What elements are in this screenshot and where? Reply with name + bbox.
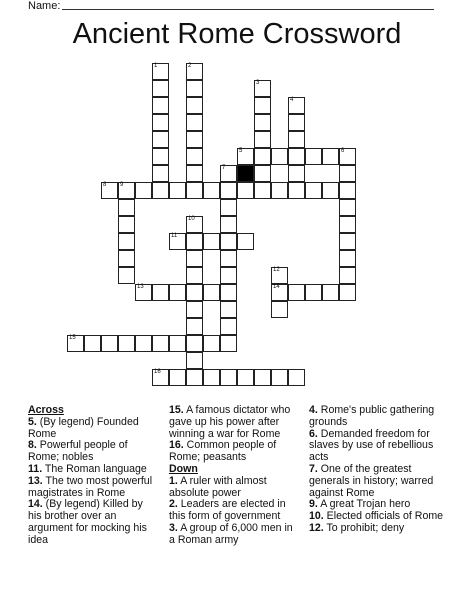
down-clue: [169, 499, 299, 523]
crossword-cell[interactable]: [254, 369, 271, 386]
crossword-cell[interactable]: [186, 97, 203, 114]
clue-number-label: 10.: [309, 510, 324, 523]
crossword-cell[interactable]: [186, 267, 203, 284]
down-clue: [309, 523, 444, 535]
clue-number: 10: [188, 216, 195, 222]
crossword-cell[interactable]: [254, 80, 271, 97]
clue-text: A famous dictator who gave up his power after winning a war for Rome: [169, 404, 291, 440]
crossword-cell[interactable]: [288, 284, 305, 301]
clue-column-2: [169, 405, 299, 547]
crossword-cell[interactable]: [135, 182, 152, 199]
clue-number-label: 7.: [309, 462, 318, 475]
crossword-cell[interactable]: [254, 97, 271, 114]
crossword-cell[interactable]: [220, 369, 237, 386]
crossword-cell[interactable]: [254, 148, 271, 165]
crossword-cell[interactable]: [203, 284, 220, 301]
clue-text: Rome's public gathering grounds: [309, 404, 435, 428]
crossword-cell[interactable]: [169, 369, 186, 386]
crossword-cell[interactable]: [169, 335, 186, 352]
down-clue-list-continued: [309, 405, 444, 535]
clue-number: 15: [69, 335, 76, 341]
clue-column-1: [28, 405, 158, 547]
clue-number-label: 1.: [169, 474, 178, 487]
across-clue: [169, 405, 299, 440]
crossword-cell[interactable]: [152, 148, 169, 165]
clue-text: Demanded freedom for slaves by use of rebellious acts: [309, 427, 434, 464]
clue-number: 8: [103, 182, 107, 188]
crossword-cell[interactable]: [220, 182, 237, 199]
crossword-cell[interactable]: [220, 284, 237, 301]
clue-number: 5: [239, 148, 243, 154]
crossword-cell[interactable]: [220, 165, 237, 182]
across-clue-list-continued: [169, 405, 299, 464]
clue-number-label: 11.: [28, 462, 43, 475]
name-label: Name:: [28, 0, 61, 12]
crossword-cell[interactable]: [152, 335, 169, 352]
crossword-cell[interactable]: [118, 233, 135, 250]
crossword-cell[interactable]: [152, 182, 169, 199]
page-title: Ancient Rome Crossword: [72, 18, 402, 50]
crossword-cell[interactable]: [186, 318, 203, 335]
crossword-cell[interactable]: [220, 318, 237, 335]
crossword-cell[interactable]: [305, 182, 322, 199]
clue-number-label: 14.: [28, 498, 43, 511]
down-clue: [309, 429, 444, 464]
crossword-cell[interactable]: [271, 267, 288, 284]
crossword-cell[interactable]: [254, 131, 271, 148]
down-clue: [309, 405, 444, 429]
crossword-cell[interactable]: [271, 369, 288, 386]
crossword-cell[interactable]: [186, 63, 203, 80]
crossword-cell[interactable]: [186, 352, 203, 369]
crossword-cell[interactable]: [220, 233, 237, 250]
crossword-cell[interactable]: [101, 182, 118, 199]
clue-number-label: 2.: [169, 498, 178, 511]
clue-text: The two most powerful magistrates in Rome: [28, 474, 153, 499]
crossword-cell[interactable]: [339, 267, 356, 284]
clue-section: [0, 405, 474, 610]
down-clue: [169, 476, 299, 500]
clue-number: 9: [120, 182, 124, 188]
crossword-cell[interactable]: [322, 284, 339, 301]
clue-number-label: 12.: [309, 521, 324, 534]
crossword-cell[interactable]: [186, 250, 203, 267]
crossword-cell[interactable]: [118, 182, 135, 199]
crossword-cell[interactable]: [220, 301, 237, 318]
crossword-cell[interactable]: [186, 131, 203, 148]
clue-number-label: 4.: [309, 404, 318, 416]
clue-text: One of the greatest generals in history; warred against Rome: [309, 462, 434, 499]
crossword-cell[interactable]: [152, 97, 169, 114]
crossword-cell[interactable]: [339, 199, 356, 216]
crossword-cell[interactable]: [152, 165, 169, 182]
crossword-cell[interactable]: [84, 335, 101, 352]
crossword-cell[interactable]: [220, 199, 237, 216]
crossword-cell[interactable]: [339, 182, 356, 199]
crossword-cell[interactable]: [254, 114, 271, 131]
crossword-cell[interactable]: [271, 284, 288, 301]
crossword-cell[interactable]: [237, 369, 254, 386]
clue-number-label: 8.: [28, 439, 37, 452]
clue-text: Elected officials of Rome: [323, 510, 444, 523]
crossword-cell[interactable]: [339, 216, 356, 233]
crossword-cell[interactable]: [203, 182, 220, 199]
crossword-cell[interactable]: [101, 335, 118, 352]
crossword-cell[interactable]: [152, 114, 169, 131]
crossword-cell[interactable]: [118, 216, 135, 233]
crossword-cell[interactable]: [322, 148, 339, 165]
crossword-cell[interactable]: [186, 182, 203, 199]
across-clue-list: [28, 417, 158, 547]
crossword-cell[interactable]: [186, 284, 203, 301]
clue-text: (By legend) Killed by his brother over an argument for mocking his idea: [28, 498, 147, 546]
clue-number-label: 9.: [309, 498, 318, 511]
crossword-cell[interactable]: [152, 131, 169, 148]
down-clue: [309, 464, 444, 499]
crossword-cell[interactable]: [339, 284, 356, 301]
clue-number: 6: [341, 148, 345, 154]
clue-number: 2: [188, 63, 192, 69]
crossword-cell[interactable]: [322, 182, 339, 199]
across-clue: [169, 440, 299, 464]
clue-number: 14: [273, 284, 280, 290]
clue-text: Leaders are elected in this form of government: [169, 498, 286, 523]
down-clue: [169, 523, 299, 547]
crossword-cell[interactable]: [254, 165, 271, 182]
crossword-cell[interactable]: [237, 182, 254, 199]
crossword-cell[interactable]: [237, 148, 254, 165]
clue-text: A group of 6,000 men in a Roman army: [169, 521, 293, 546]
crossword-cell[interactable]: [271, 182, 288, 199]
clue-column-3: [309, 405, 444, 535]
clue-number: 12: [273, 267, 280, 273]
clue-text: Common people of Rome; peasants: [169, 439, 277, 464]
crossword-cell[interactable]: [271, 148, 288, 165]
crossword-cell[interactable]: [220, 250, 237, 267]
clue-number: 4: [290, 97, 294, 103]
crossword-cell[interactable]: [254, 182, 271, 199]
crossword-cell[interactable]: [186, 165, 203, 182]
clue-number-label: 5.: [28, 415, 37, 428]
crossword-cell[interactable]: [339, 148, 356, 165]
clue-number-label: 16.: [169, 439, 184, 452]
crossword-cell[interactable]: [186, 233, 203, 250]
crossword-cell[interactable]: [288, 97, 305, 114]
clue-number-label: 6.: [309, 427, 318, 440]
clue-number-label: 3.: [169, 521, 178, 534]
crossword-cell[interactable]: [67, 335, 84, 352]
clue-text: The Roman language: [42, 462, 147, 475]
crossword-cell[interactable]: [203, 335, 220, 352]
crossword-cell[interactable]: [220, 216, 237, 233]
clue-number: 11: [171, 233, 178, 239]
clue-text: A great Trojan hero: [317, 498, 411, 511]
clue-number: 1: [154, 63, 158, 69]
crossword-cell[interactable]: [152, 369, 169, 386]
clue-text: (By legend) Founded Rome: [28, 415, 139, 440]
crossword-cell[interactable]: [339, 165, 356, 182]
clue-number: 7: [222, 165, 226, 171]
crossword-cell[interactable]: [118, 250, 135, 267]
crossword-cell[interactable]: [186, 114, 203, 131]
crossword-cell[interactable]: [339, 250, 356, 267]
crossword-cell[interactable]: [220, 267, 237, 284]
clue-number: 13: [137, 284, 144, 290]
across-clue: [28, 499, 158, 546]
down-heading: Down: [169, 462, 198, 475]
clue-number-label: 15.: [169, 404, 184, 416]
crossword-cell[interactable]: [135, 284, 152, 301]
crossword-cell[interactable]: [186, 216, 203, 233]
crossword-cell[interactable]: [186, 369, 203, 386]
clue-number-label: 13.: [28, 474, 43, 487]
crossword-cell[interactable]: [118, 199, 135, 216]
crossword-cell[interactable]: [186, 148, 203, 165]
across-clue: [28, 417, 158, 441]
crossword-cell[interactable]: [118, 267, 135, 284]
across-heading: Across: [28, 404, 64, 416]
crossword-cell[interactable]: [152, 80, 169, 97]
across-clue: [28, 440, 158, 464]
clue-text: To prohibit; deny: [323, 521, 405, 534]
crossword-cell[interactable]: [186, 335, 203, 352]
crossword-cell[interactable]: [288, 182, 305, 199]
crossword-black-cell: [237, 165, 254, 182]
crossword-cell[interactable]: [169, 182, 186, 199]
clue-text: A ruler with almost absolute power: [169, 474, 267, 499]
crossword-cell[interactable]: [305, 284, 322, 301]
crossword-cell[interactable]: [237, 233, 254, 250]
crossword-cell[interactable]: [271, 301, 288, 318]
crossword-cell[interactable]: [288, 114, 305, 131]
crossword-cell[interactable]: [169, 284, 186, 301]
across-clue: [28, 476, 158, 500]
clue-number: 16: [154, 369, 161, 375]
crossword-cell[interactable]: [152, 63, 169, 80]
crossword-cell[interactable]: [118, 335, 135, 352]
crossword-cell[interactable]: [169, 233, 186, 250]
clue-text: Powerful people of Rome; nobles: [28, 439, 128, 464]
crossword-cell[interactable]: [288, 131, 305, 148]
crossword-cell[interactable]: [135, 335, 152, 352]
crossword-cell[interactable]: [288, 148, 305, 165]
down-clue-list: [169, 476, 299, 547]
crossword-cell[interactable]: [152, 284, 169, 301]
crossword-cell[interactable]: [203, 369, 220, 386]
crossword-cell[interactable]: [203, 233, 220, 250]
crossword-cell[interactable]: [220, 335, 237, 352]
crossword-cell[interactable]: [186, 301, 203, 318]
crossword-cell[interactable]: [305, 148, 322, 165]
crossword-cell[interactable]: [288, 369, 305, 386]
crossword-cell[interactable]: [339, 233, 356, 250]
clue-number: 3: [256, 80, 260, 86]
crossword-cell[interactable]: [288, 165, 305, 182]
crossword-cell[interactable]: [186, 80, 203, 97]
